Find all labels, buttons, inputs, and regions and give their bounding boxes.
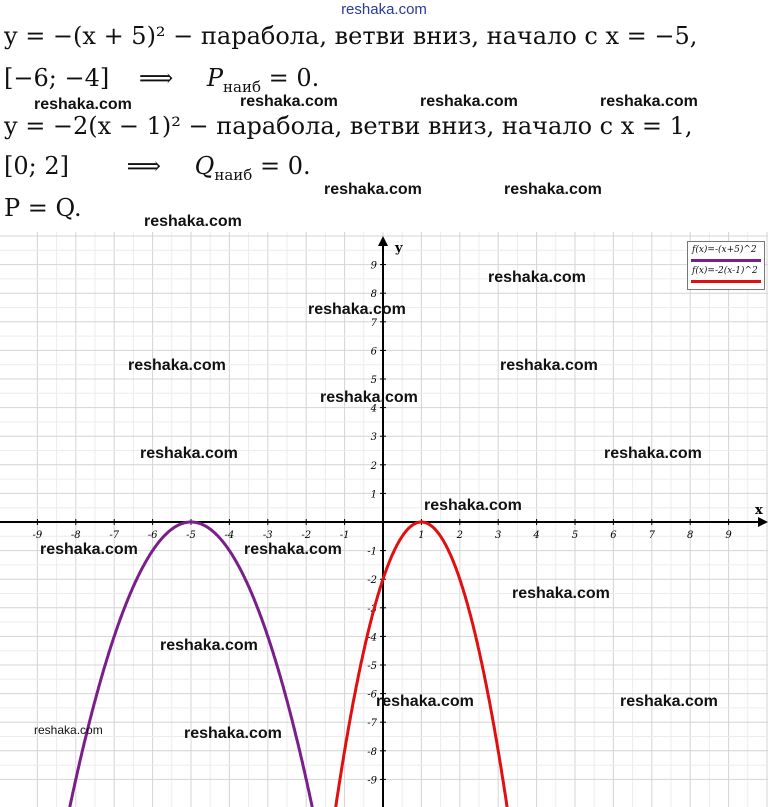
x-tick-label: -8: [70, 530, 81, 541]
chart-legend: [687, 241, 765, 290]
watermark-text: reshaka.com: [488, 269, 586, 286]
legend-entry-1: f(x)=-(x+5)^2: [692, 245, 757, 255]
x-tick-label: -1: [339, 530, 350, 541]
x-tick-label: 8: [687, 530, 694, 541]
watermark-text: reshaka.com: [500, 357, 598, 374]
watermark-text: reshaka.com: [184, 725, 282, 742]
y-tick-label: 7: [370, 317, 377, 329]
x-tick-label: 1: [418, 530, 425, 541]
watermark-text: reshaka.com: [34, 96, 132, 113]
watermark-text: reshaka.com: [376, 693, 474, 710]
legend-swatch-1: [691, 259, 761, 262]
x-tick-label: -7: [109, 530, 120, 541]
watermark-text: reshaka.com: [128, 357, 226, 374]
x-tick-label: -3: [262, 530, 273, 541]
y-tick-label: 9: [370, 260, 377, 272]
implies-arrow: ⟹: [138, 64, 174, 92]
watermark-text: reshaka.com: [144, 213, 242, 230]
y-tick-label: -1: [367, 546, 377, 558]
watermark-text: reshaka.com: [244, 541, 342, 558]
legend-swatch-2: [691, 280, 761, 283]
q-value: = 0.: [259, 152, 311, 180]
x-tick-label: 4: [533, 530, 540, 541]
x-tick-label: -4: [224, 530, 235, 541]
watermark-text: reshaka.com: [620, 693, 718, 710]
x-tick-label: 9: [725, 530, 732, 541]
x-tick-label: 6: [610, 530, 617, 541]
watermark-text: reshaka.com: [160, 637, 258, 654]
y-tick-label: 1: [370, 489, 377, 501]
watermark-text: reshaka.com: [512, 585, 610, 602]
y-axis-label: y: [395, 241, 403, 256]
formula-line-5: P = Q.: [4, 194, 82, 222]
y-tick-label: 3: [370, 432, 377, 444]
watermark-text: reshaka.com: [140, 445, 238, 462]
watermark-text: reshaka.com: [40, 541, 138, 558]
x-tick-label: -2: [301, 530, 312, 541]
watermark-text: reshaka.com: [240, 93, 338, 110]
q-symbol: Q: [194, 152, 215, 180]
p-subscript: наиб: [223, 77, 262, 96]
watermark-text: reshaka.com: [600, 93, 698, 110]
y-tick-label: 4: [370, 403, 377, 415]
y-tick-label: -7: [367, 718, 377, 730]
legend-entry-2: f(x)=-2(x-1)^2: [692, 266, 758, 276]
watermark-text: reshaka.com: [308, 301, 406, 318]
watermark-text: reshaka.com: [34, 723, 103, 737]
y-tick-label: -2: [367, 575, 377, 587]
y-tick-label: -6: [367, 689, 377, 701]
y-axis-arrow: [378, 236, 388, 246]
formula-line-2: [4, 64, 319, 96]
x-tick-label: 7: [648, 530, 655, 541]
x-tick-label: 3: [495, 530, 502, 541]
y-tick-label: -9: [367, 775, 377, 787]
watermark-text: reshaka.com: [320, 389, 418, 406]
x-tick-label: 2: [456, 530, 463, 541]
q-subscript: наиб: [214, 165, 253, 184]
y-tick-label: -3: [367, 603, 377, 615]
y-tick-label: -8: [367, 746, 377, 758]
implies-arrow-2: ⟹: [126, 152, 162, 180]
interval-p: [−6; −4]: [4, 64, 110, 92]
watermark-text: reshaka.com: [504, 181, 602, 198]
formula-line-4: [4, 152, 311, 184]
y-tick-label: -4: [367, 632, 377, 644]
y-tick-label: 8: [370, 289, 377, 301]
p-symbol: P: [206, 64, 224, 92]
y-tick-label: 2: [370, 460, 377, 472]
formula-line-1: y = −(x + 5)² − парабола, ветви вниз, начало с x = −5,: [4, 22, 698, 50]
x-axis-label: x: [755, 503, 763, 518]
y-tick-label: 6: [370, 346, 377, 358]
x-tick-label: -9: [32, 530, 43, 541]
watermark-text: reshaka.com: [324, 181, 422, 198]
interval-q: [0; 2]: [4, 152, 69, 180]
y-tick-label: 5: [370, 375, 377, 386]
formula-line-3: y = −2(x − 1)² − парабола, ветви вниз, начало с x = 1,: [4, 112, 693, 140]
y-tick-label: -5: [367, 661, 377, 672]
x-tick-label: -6: [147, 530, 158, 541]
watermark-text: reshaka.com: [604, 445, 702, 462]
watermark-text: reshaka.com: [424, 497, 522, 514]
p-value: = 0.: [268, 64, 320, 92]
x-tick-label: 5: [571, 530, 579, 541]
watermark-text: reshaka.com: [420, 93, 518, 110]
x-tick-label: -5: [186, 530, 196, 541]
site-header-watermark[interactable]: reshaka.com: [341, 1, 427, 18]
